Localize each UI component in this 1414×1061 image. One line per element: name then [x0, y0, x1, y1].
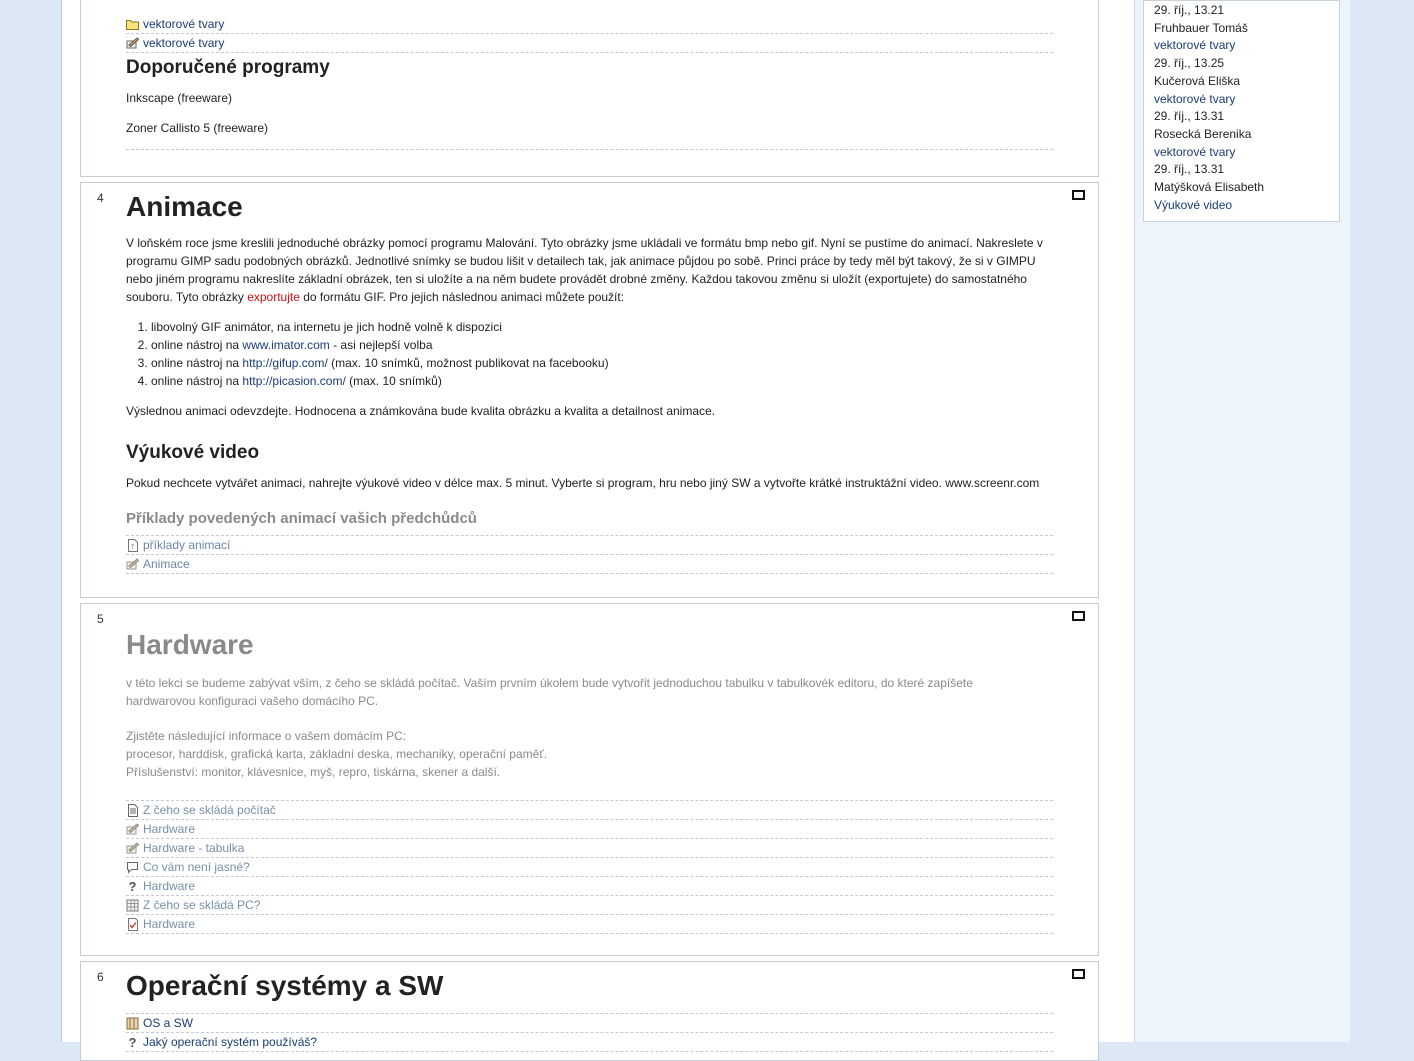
recent-activity-block: [1143, 0, 1340, 222]
activity-item-link[interactable]: vektorové tvary: [1154, 38, 1236, 53]
page-icon: [126, 804, 139, 817]
section-4: [80, 182, 1099, 598]
program-item: Zoner Callisto 5 (freeware): [126, 121, 269, 135]
imator-link[interactable]: www.imator.com: [242, 338, 330, 352]
assignment-icon: [126, 842, 139, 855]
activity-row[interactable]: [126, 1033, 1053, 1052]
right-sidebar: [1134, 0, 1350, 1042]
activity-link[interactable]: vektorové tvary: [143, 36, 225, 50]
activity-link[interactable]: Hardware: [143, 917, 196, 931]
activity-link[interactable]: vektorové tvary: [143, 17, 225, 31]
activity-row[interactable]: [126, 839, 1053, 858]
question-icon: ?: [128, 1034, 137, 1050]
activity-time: 29. říj., 13.21: [1154, 3, 1225, 17]
activity-row[interactable]: [126, 536, 1053, 555]
forum-icon: [126, 861, 139, 874]
activity-row[interactable]: [126, 877, 1053, 896]
section-toggle-icon[interactable]: [1072, 969, 1085, 979]
intro-text: V loňském roce jsme kreslili jednoduché obrázky pomocí programu Malování. Tyto obrázky jsme ukládali ve formátu bmp nebo gif. Nyní se pustíme do animací. Nakreslete v programu GIMP sadu podobných obrázků. Jednotlivé snímky se budou lišit v detailech tak, jak animace půjdou po sobě. Princi práce by tedy měl být takový, že si v GIMPU nebo jiném programu nakreslíte základní obrázek, ten si uložíte a na něm budete provádět drobné změny. Každou takovou změnu si uložít (exportujete) do samostatného souboru. Tyto obrázky: [126, 236, 1043, 304]
section-number: 5: [97, 612, 104, 626]
activity-link[interactable]: Z čeho se skládá PC?: [143, 898, 261, 912]
intro-text: do formátu GIF. Pro jejich následnou animaci můžete použít:: [299, 290, 625, 304]
section-number: 4: [97, 191, 104, 205]
glossary-icon: [126, 899, 139, 912]
activity-row[interactable]: [126, 1014, 1053, 1033]
activity-link[interactable]: Jaký operační systém používáš?: [143, 1035, 318, 1049]
section-6: [80, 961, 1099, 1061]
activity-user: Kučerová Eliška: [1154, 73, 1241, 88]
activity-item-link[interactable]: vektorové tvary: [1154, 91, 1236, 106]
section-intro: [126, 234, 1053, 306]
section-intro: v této lekci se budeme zabývat vším, z čeho se skládá počítač. Vaším prvním úkolem bude vytvořit jednoduchou tabulku v tabulkovék editoru, do které zapíšete hardwarovou konfiguraci vašeho domácího PC.: [126, 676, 973, 708]
file-icon: [126, 539, 139, 552]
tools-list: [126, 318, 1053, 390]
activity-user: Matýšková Elisabeth: [1154, 180, 1265, 195]
divider: [126, 149, 1053, 150]
question-icon: ?: [128, 878, 137, 894]
picasion-link[interactable]: http://picasion.com/: [242, 374, 346, 388]
section-5: [80, 603, 1099, 956]
program-item: Inkscape (freeware): [126, 91, 233, 105]
activity-link[interactable]: Animace: [143, 557, 190, 571]
activity-link[interactable]: Z čeho se skládá počítač: [143, 803, 276, 817]
section-3: [80, 0, 1099, 177]
activity-row[interactable]: [126, 15, 1053, 34]
svg-text:?: ?: [130, 542, 134, 551]
list-item: 1. libovolný GIF animátor, na internetu je jich hodně volně k dispozici: [151, 318, 1053, 336]
section-title: Operační systémy a SW: [126, 970, 444, 1001]
gifup-link[interactable]: http://gifup.com/: [242, 356, 328, 370]
activity-link[interactable]: Co vám není jasné?: [143, 860, 250, 874]
activity-link[interactable]: příklady animací: [143, 538, 231, 552]
list-item: 2. online nástroj na www.imator.com - asi nejlepší volba: [151, 336, 1053, 354]
activity-row[interactable]: [126, 915, 1053, 934]
folder-icon: [126, 18, 139, 31]
video-text: Pokud nechcete vytvářet animaci, nahrejte výukové video v délce max. 5 minut. Vyberte si program, hru nebo jiný SW a vytvořte krátké instruktážní video. www.screenr.com: [126, 476, 1040, 490]
section-title: Animace: [126, 191, 243, 222]
video-heading: Výukové video: [126, 442, 260, 463]
section-toggle-icon[interactable]: [1072, 190, 1085, 200]
activity-item-link[interactable]: Výukové video: [1154, 197, 1233, 212]
activity-row[interactable]: [126, 820, 1053, 839]
book-icon: [126, 1017, 139, 1030]
section-number: 6: [97, 970, 104, 984]
section-info: Zjistěte následující informace o vašem domácím PC: procesor, harddisk, grafická karta, základní deska, mechaniky, operační paměť. Příslušenství: monitor, klávesnice, myš, repro, tiskárna, skener a další.: [126, 729, 548, 779]
assignment-icon: [126, 558, 139, 571]
activity-time: 29. říj., 13.25: [1154, 56, 1225, 71]
list-item: 4. online nástroj na http://picasion.com/ (max. 10 snímků): [151, 372, 1053, 390]
page-container: [61, 0, 1349, 1050]
section-toggle-icon[interactable]: [1072, 611, 1085, 621]
assignment-icon: [126, 37, 139, 50]
assignment-icon: [126, 823, 139, 836]
recommended-programs-heading: Doporučené programy: [126, 57, 330, 78]
exportujte-link[interactable]: exportujte: [247, 290, 300, 304]
activity-link[interactable]: Hardware - tabulka: [143, 841, 245, 855]
activity-link[interactable]: Hardware: [143, 879, 196, 893]
quiz-icon: [126, 918, 139, 931]
activity-item-link[interactable]: vektorové tvary: [1154, 144, 1236, 159]
activity-row[interactable]: [126, 858, 1053, 877]
activity-link[interactable]: Hardware: [143, 822, 196, 836]
activity-user: Fruhbauer Tomáš: [1154, 20, 1248, 35]
activity-time: 29. říj., 13.31: [1154, 162, 1225, 177]
activity-row[interactable]: [126, 896, 1053, 915]
activity-link[interactable]: OS a SW: [143, 1016, 194, 1030]
section-outro: Výslednou animaci odevzdejte. Hodnocena a známkována bude kvalita obrázku a kvalita a detailnost animace.: [126, 404, 716, 418]
activity-row[interactable]: [126, 555, 1053, 574]
list-item: 3. online nástroj na http://gifup.com/ (max. 10 snímků, možnost publikovat na facebooku): [151, 354, 1053, 372]
activity-time: 29. říj., 13.31: [1154, 109, 1225, 124]
activity-user: Rosecká Berenika: [1154, 126, 1252, 141]
activity-row[interactable]: [126, 34, 1053, 53]
section-title: Hardware: [126, 629, 254, 660]
examples-heading: Příklady povedených animací vašich předchůdců: [126, 510, 477, 527]
activity-row[interactable]: [126, 801, 1053, 820]
